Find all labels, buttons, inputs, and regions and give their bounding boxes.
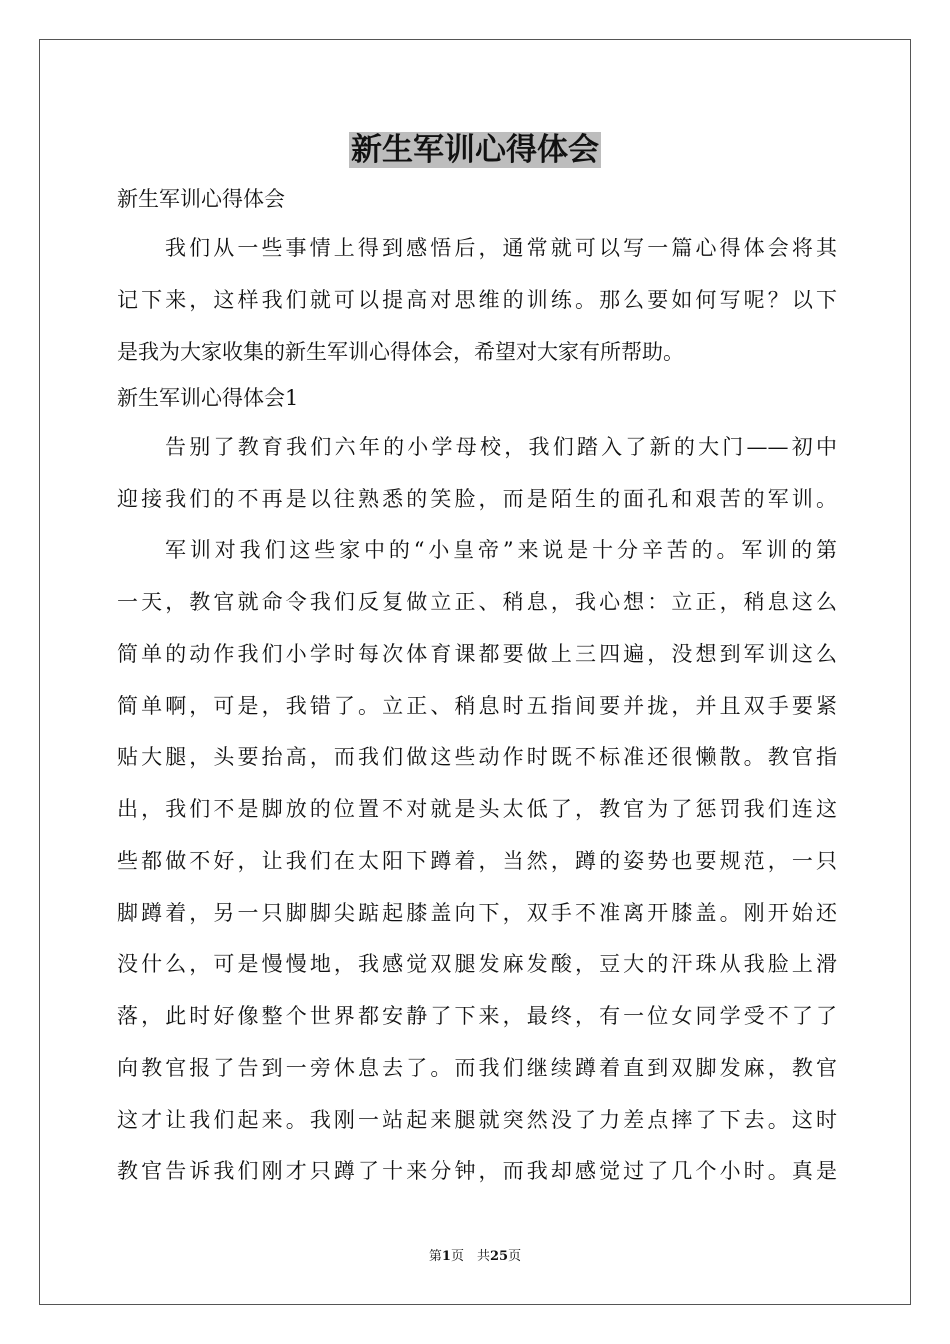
paragraph-line: 向教官报了告到一旁休息去了。而我们继续蹲着直到双脚发麻，教官 bbox=[117, 1056, 837, 1080]
paragraph-line: 些都做不好，让我们在太阳下蹲着，当然，蹲的姿势也要规范，一只 bbox=[117, 849, 837, 873]
intro-line: 记下来，这样我们就可以提高对思维的训练。那么要如何写呢？以下 bbox=[117, 288, 837, 312]
paragraph-line: 简单的动作我们小学时每次体育课都要做上三四遍，没想到军训这么 bbox=[117, 642, 837, 666]
intro-line: 我们从一些事情上得到感悟后，通常就可以写一篇心得体会将其 bbox=[165, 236, 837, 260]
total-pages: 25 bbox=[489, 1249, 509, 1264]
paragraph-line: 这才让我们起来。我刚一站起来腿就突然没了力差点摔了下去。这时 bbox=[117, 1108, 837, 1132]
section-heading: 新生军训心得体会1 bbox=[117, 386, 299, 410]
intro-line: 是我为大家收集的新生军训心得体会，希望对大家有所帮助。 bbox=[117, 340, 684, 364]
paragraph-line: 落，此时好像整个世界都安静了下来，最终，有一位女同学受不了了 bbox=[117, 1004, 837, 1028]
footer-text: 第 bbox=[428, 1249, 442, 1264]
document-subtitle: 新生军训心得体会 bbox=[117, 187, 285, 211]
paragraph-line: 迎接我们的不再是以往熟悉的笑脸，而是陌生的面孔和艰苦的军训。 bbox=[117, 487, 837, 511]
paragraph-line: 脚蹲着，另一只脚脚尖踮起膝盖向下，双手不准离开膝盖。刚开始还 bbox=[117, 901, 837, 925]
paragraph-line: 没什么，可是慢慢地，我感觉双腿发麻发酸，豆大的汗珠从我脸上滑 bbox=[117, 952, 837, 976]
paragraph-line: 一天，教官就命令我们反复做立正、稍息，我心想：立正，稍息这么 bbox=[117, 590, 837, 614]
paragraph-line: 告别了教育我们六年的小学母校，我们踏入了新的大门——初中 bbox=[165, 435, 837, 459]
paragraph-line: 军训对我们这些家中的“小皇帝”来说是十分辛苦的。军训的第 bbox=[165, 538, 837, 562]
footer-text: 页 共 bbox=[450, 1249, 490, 1264]
paragraph-line: 简单啊，可是，我错了。立正、稍息时五指间要并拢，并且双手要紧 bbox=[117, 694, 837, 718]
document-title: 新生军训心得体会 bbox=[351, 132, 599, 168]
page-number: 1 bbox=[441, 1249, 451, 1264]
page-footer bbox=[0, 1248, 950, 1266]
paragraph-line: 出，我们不是脚放的位置不对就是头太低了，教官为了惩罚我们连这 bbox=[117, 797, 837, 821]
paragraph-line: 教官告诉我们刚才只蹲了十来分钟，而我却感觉过了几个小时。真是 bbox=[117, 1159, 837, 1183]
footer-text: 页 bbox=[508, 1249, 522, 1264]
paragraph-line: 贴大腿，头要抬高，而我们做这些动作时既不标准还很懒散。教官指 bbox=[117, 745, 837, 769]
